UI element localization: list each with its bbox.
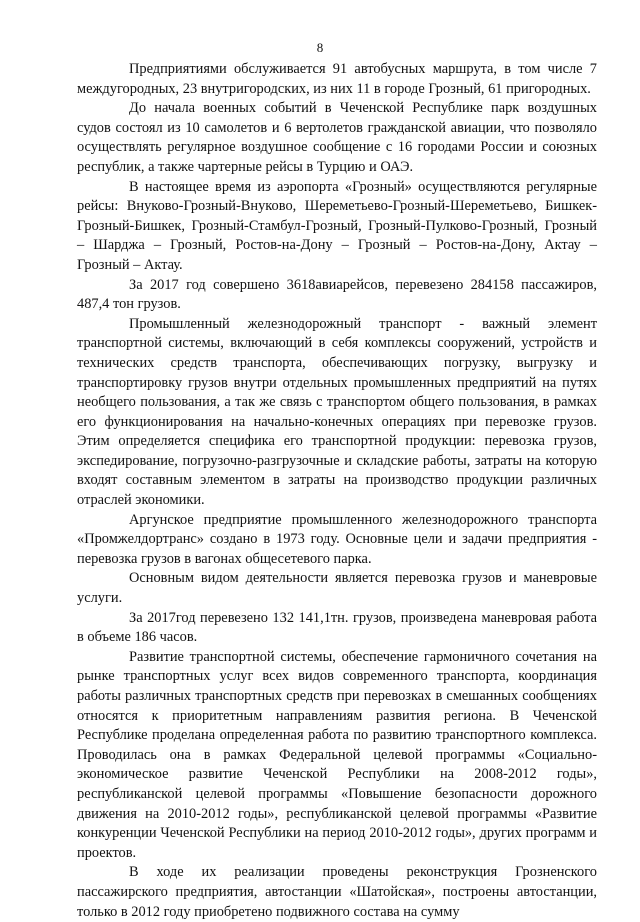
paragraph-implementation: В ходе их реализации проведены реконструкция Грозненского пассажирского предприятия, автостанции «Шатойская», построены автостанции, только в 2012 году приобретено подвижного состава на сумму [77,864,597,920]
paragraph-bus-routes: Предприятиями обслуживается 91 автобусных маршрута, в том числе 7 междугородных, 23 внутригородских, из них 11 в городе Грозный, 61 пригородных. [77,61,597,97]
paragraph-industrial-railway: Промышленный железнодорожный транспорт - важный элемент транспортной системы, включающий в себя комплексы сооружений, устройств и технических средств транспорта, обеспечивающих погрузку, выгрузку и транспортировку грузов внутри отдельных промышленных предприятий на путях необщего пользования, а так же связь с транспортом общего пользования, в рамках его функционирования на начально-конечных операциях при перевозке грузов. Этим определяется специфика его транспортной продукции: перевозка грузов, экспедирование, погрузочно-разгрузочные и складские работы, затраты на которую входят составным элементом в затраты на производство продукции различных отраслей экономики. [77,315,597,509]
paragraph-2017-cargo: За 2017год перевезено 132 141,1тн. грузов, произведена маневровая работа в объеме 186 часов. [77,609,597,646]
page-number: 8 [316,40,324,55]
paragraph-airport-flights: В настоящее время из аэропорта «Грозный» осуществляются регулярные рейсы: Внуково-Грозный-Внуково, Шереметьево-Грозный-Шереметьево, Бишкек-Грозный-Бишкек, Грозный-Стамбул-Грозный, Грозный-Пулково-Грозный, Грозный – Шарджа – Грозный, Ростов-на-Дону – Грозный – Ростов-на-Дону, Актау – Грозный – Актау. [77,178,597,273]
paragraph-main-activity: Основным видом деятельности является перевозка грузов и маневровые услуги. [77,570,597,607]
paragraph-transport-development: Развитие транспортной системы, обеспечение гармоничного сочетания на рынке транспортных услуг всех видов современного транспорта, координация работы различных транспортных средств при перевозках в смешанных сообщениях относятся к приоритетным направлениям развития региона. В Чеченской Республике проделана определенная работа по развитию транспортного комплекса. Проводилась она в рамках Федеральной целевой программы «Социально-экономическое развитие Чеченской Республики на 2008-2012 годы», республиканской целевой программы «Повышение безопасности дорожного движения на 2010-2012 годы», республиканской целевой программы «Развитие конкуренции Чеченской Республики на период 2010-2012 годы», других программ и проектов. [77,648,597,861]
document-body [77,60,597,922]
paragraph-argun-enterprise: Аргунское предприятие промышленного железнодорожного транспорта «Промжелдортранс» создано в 1973 году. Основные цели и задачи предприятия - перевозка грузов в вагонах общесетевого парка. [77,511,597,567]
paragraph-aviation-history: До начала военных событий в Чеченской Республике парк воздушных судов состоял из 10 самолетов и 6 вертолетов гражданской авиации, что позволяло осуществлять регулярное воздушное сообщение с 16 городами России и союзных республик, а также чартерные рейсы в Турцию и ОАЭ. [77,100,597,175]
paragraph-2017-flights: За 2017 год совершено 3618авиарейсов, перевезено 284158 пассажиров, 487,4 тон грузов. [77,276,597,313]
